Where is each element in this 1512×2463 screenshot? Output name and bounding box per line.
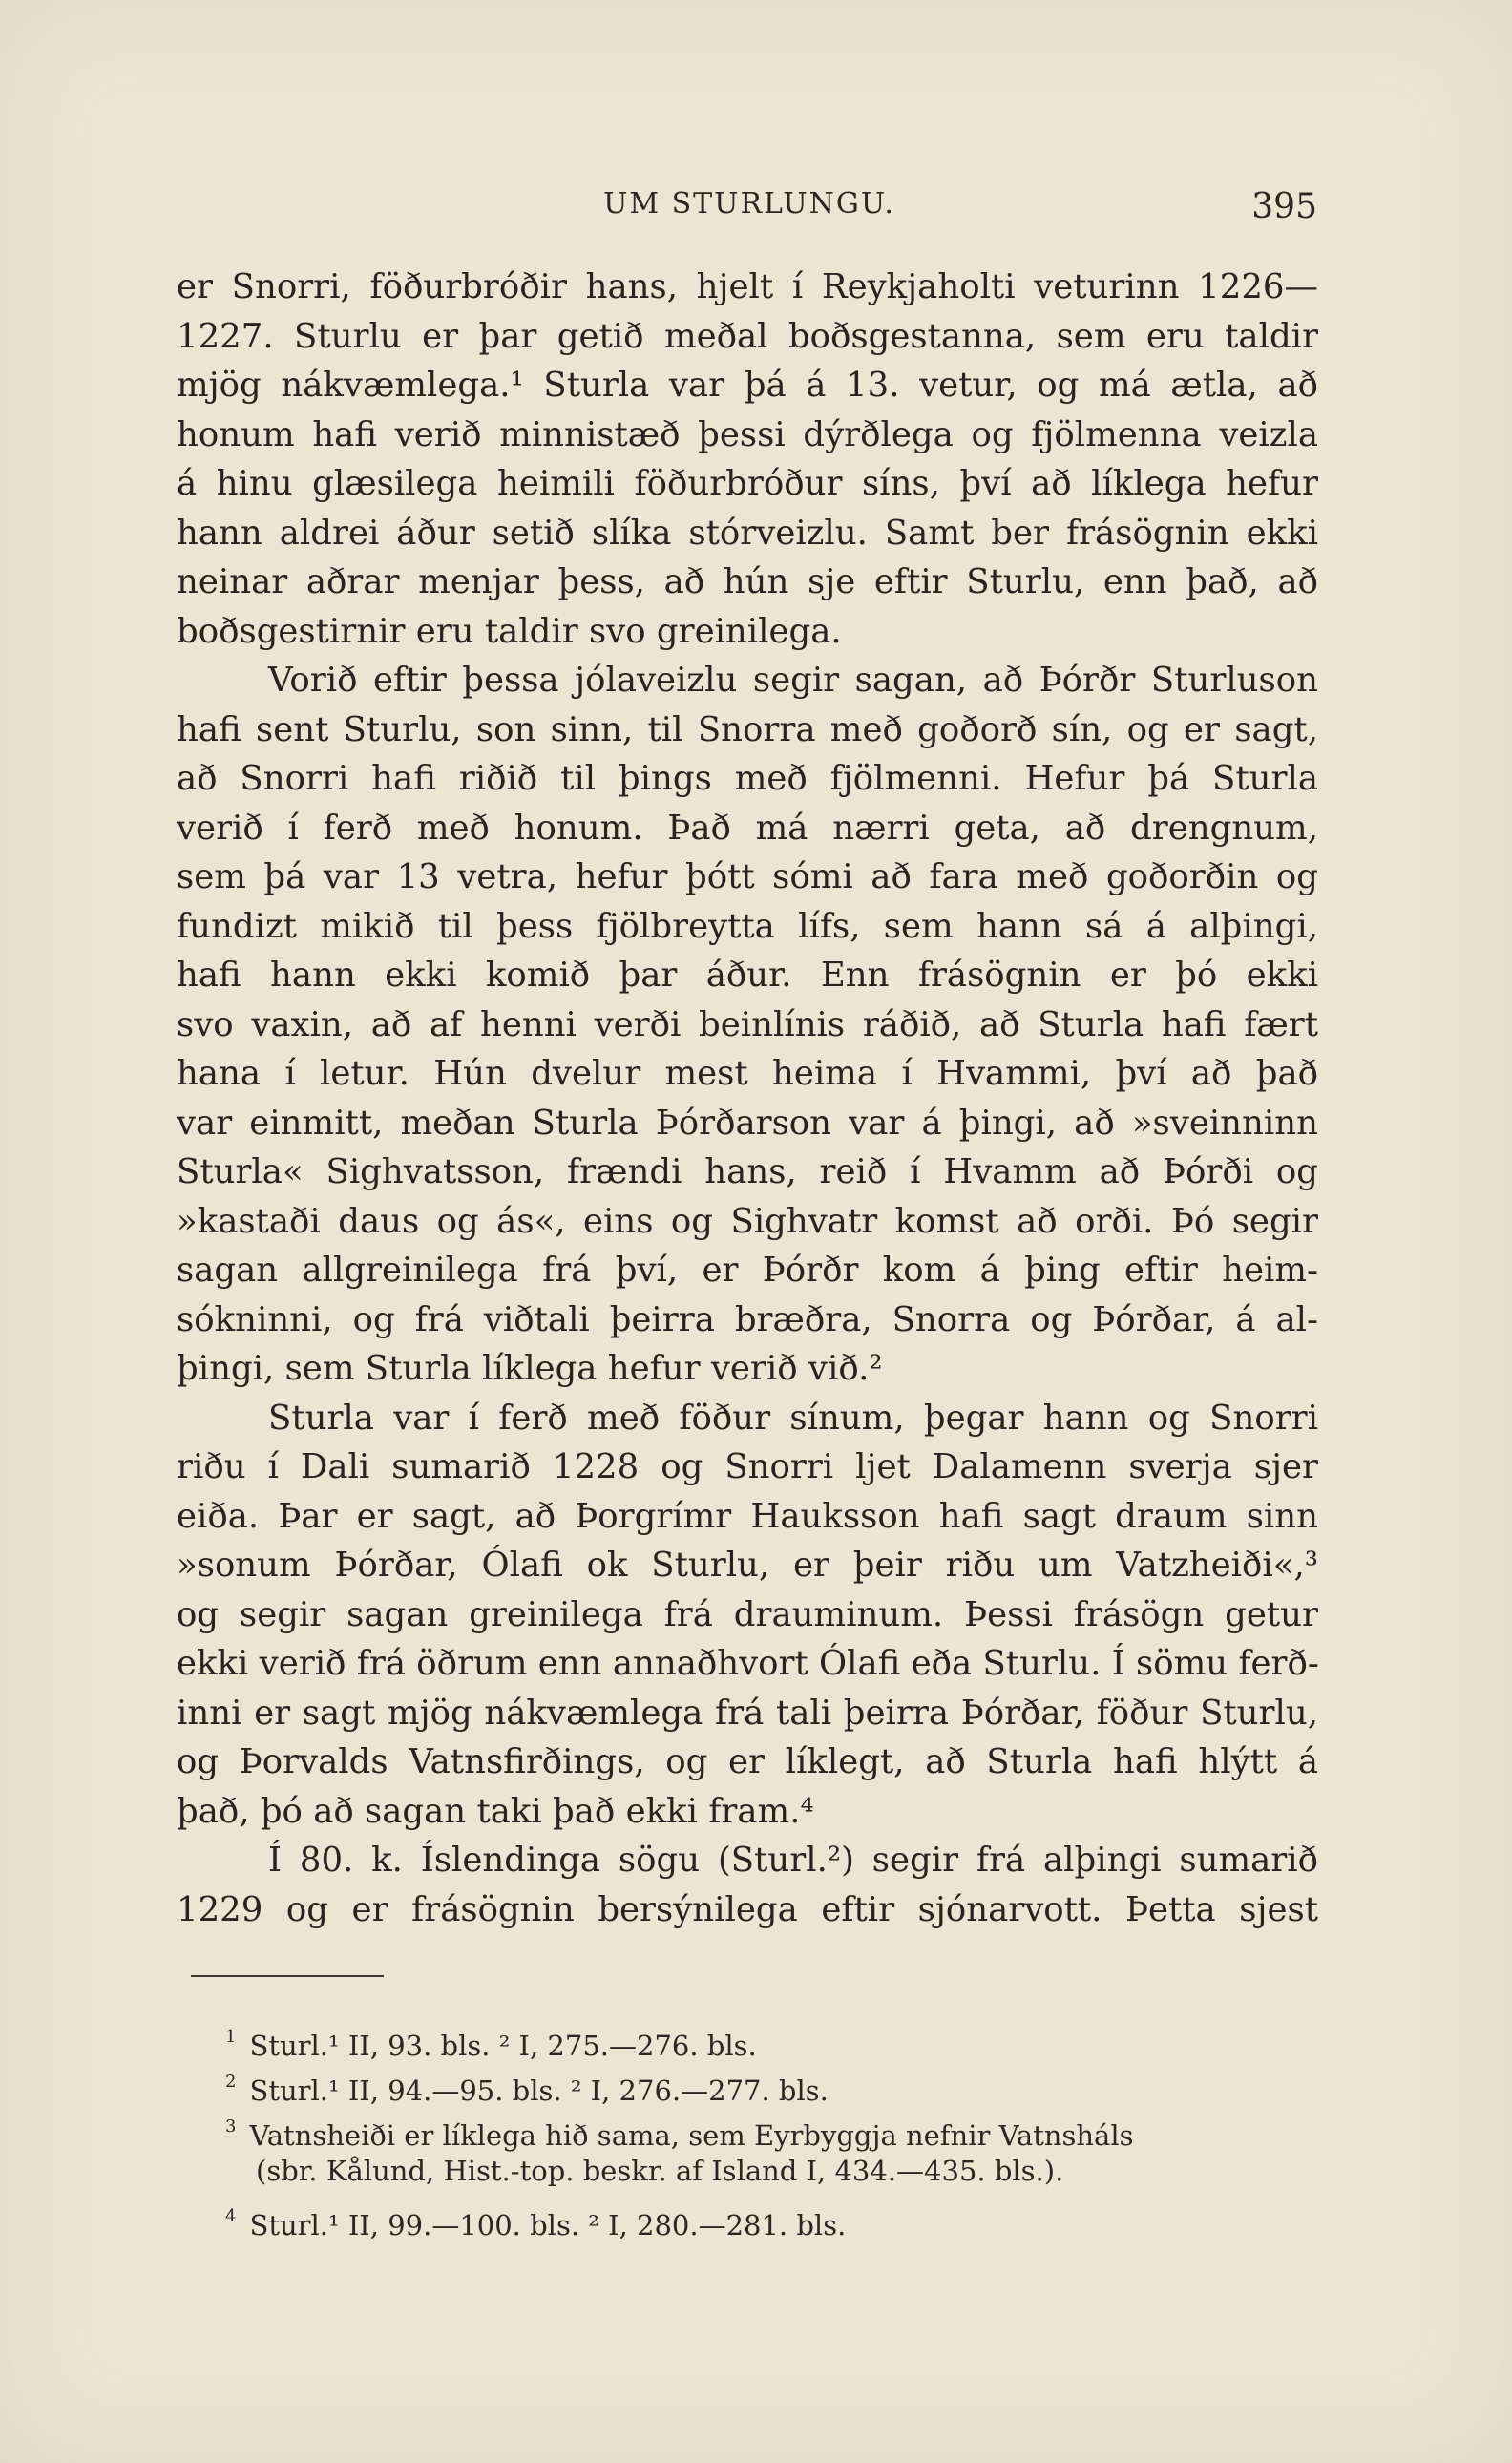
footnote-number: 3 bbox=[225, 2116, 237, 2137]
running-title: UM STURLUNGU. bbox=[603, 187, 895, 221]
text-line: verið í ferð með honum. Það má nærri geta, að drengnum, bbox=[177, 808, 1318, 848]
text-line: inni er sagt mjög nákvæmlega frá tali þeirra Þórðar, föður Sturlu, bbox=[177, 1693, 1318, 1733]
footnote bbox=[225, 2059, 1323, 2107]
text-line: 1229 og er frásögnin bersýnilega eftir sjónarvott. Þetta sjest bbox=[177, 1889, 1318, 1929]
text-line: að Snorri hafi riðið til þings með fjölmenni. Hefur þá Sturla bbox=[177, 759, 1318, 798]
page-header bbox=[181, 187, 1317, 235]
text-line: hana í letur. Hún dvelur mest heima í Hvammi, því að það bbox=[177, 1054, 1318, 1093]
text-line: ekki verið frá öðrum enn annaðhvort Ólafi eða Sturlu. Í sömu ferð- bbox=[177, 1644, 1319, 1683]
text-line: neinar aðrar menjar þess, að hún sje eftir Sturlu, enn það, að bbox=[177, 562, 1318, 601]
footnote bbox=[225, 2104, 1323, 2152]
text-line: þingi, sem Sturla líklega hefur verið við.² bbox=[177, 1349, 883, 1388]
text-line: riðu í Dali sumarið 1228 og Snorri ljet Dalamenn sverja sjer bbox=[177, 1447, 1318, 1486]
text-line: mjög nákvæmlega.¹ Sturla var þá á 13. vetur, og má ætla, að bbox=[177, 366, 1318, 405]
text-line: Sturla« Sighvatsson, frændi hans, reið í Hvamm að Þórði og bbox=[177, 1152, 1318, 1191]
footnote-text: Sturl.¹ II, 93. bls. ² I, 275.—276. bls. bbox=[249, 2030, 757, 2062]
text-line: sókninni, og frá viðtali þeirra bræðra, Snorra og Þórðar, á al- bbox=[177, 1299, 1318, 1339]
text-line: sem þá var 13 vetra, hefur þótt sómi að fara með goðorðin og bbox=[177, 857, 1318, 896]
text-line: sagan allgreinilega frá því, er Þórðr kom á þing eftir heim- bbox=[177, 1251, 1318, 1290]
footnote bbox=[225, 2194, 1323, 2242]
footnote bbox=[225, 2014, 1323, 2062]
text-line: hann aldrei áður setið slíka stórveizlu. Samt ber frásögnin ekki bbox=[177, 513, 1318, 553]
text-line: á hinu glæsilega heimili föðurbróður síns, því að líklega hefur bbox=[177, 464, 1318, 503]
text-line: Vorið eftir þessa jólaveizlu segir sagan, að Þórðr Sturluson bbox=[268, 661, 1318, 700]
text-line: var einmitt, meðan Sturla Þórðarson var á þingi, að »sveinninn bbox=[177, 1103, 1318, 1143]
text-line: og segir sagan greinilega frá drauminum. Þessi frásögn getur bbox=[177, 1594, 1318, 1634]
text-line: hafi hann ekki komið þar áður. Enn frásögnin er þó ekki bbox=[177, 956, 1318, 995]
text-line: boðsgestirnir eru taldir svo greinilega. bbox=[177, 611, 842, 651]
footnote-number: 1 bbox=[225, 2027, 237, 2047]
text-line: Sturla var í ferð með föður sínum, þegar hann og Snorri bbox=[268, 1398, 1318, 1438]
text-line: eiða. Þar er sagt, að Þorgrímr Hauksson hafi sagt draum sinn bbox=[177, 1496, 1318, 1536]
text-line: »kastaði daus og ás«, eins og Sighvatr komst að orði. Þó segir bbox=[177, 1201, 1318, 1241]
footnotes bbox=[225, 2014, 1323, 2242]
footnote-text: (sbr. Kålund, Hist.-top. beskr. af Island I, 434.—435. bls.). bbox=[256, 2155, 1064, 2187]
text-line: er Snorri, föðurbróðir hans, hjelt í Reykjaholti veturinn 1226— bbox=[177, 267, 1318, 306]
page-number: 395 bbox=[1251, 187, 1317, 226]
text-line: »sonum Þórðar, Ólafi ok Sturlu, er þeir riðu um Vatzheiði«,³ bbox=[177, 1546, 1318, 1585]
footnote-text: Vatnsheiði er líklega hið sama, sem Eyrbyggja nefnir Vatnsháls bbox=[249, 2119, 1134, 2152]
footnote-continuation bbox=[225, 2149, 1323, 2194]
text-line: hafi sent Sturlu, son sinn, til Snorra með goðorð sín, og er sagt, bbox=[177, 709, 1318, 749]
footnote-divider bbox=[191, 1975, 384, 1977]
footnote-text: Sturl.¹ II, 94.—95. bls. ² I, 276.—277. bls. bbox=[249, 2074, 829, 2107]
footnote-number: 4 bbox=[225, 2206, 237, 2226]
text-line: 1227. Sturlu er þar getið meðal boðsgestanna, sem eru taldir bbox=[177, 316, 1318, 356]
footnote-number: 2 bbox=[225, 2072, 237, 2092]
text-line: honum hafi verið minnistæð þessi dýrðlega og fjölmenna veizla bbox=[177, 414, 1318, 454]
text-line: og Þorvalds Vatnsfirðings, og er líklegt, að Sturla hafi hlýtt á bbox=[177, 1742, 1318, 1781]
text-line: fundizt mikið til þess fjölbreytta lífs, sem hann sá á alþingi, bbox=[177, 906, 1318, 946]
footnote-text: Sturl.¹ II, 99.—100. bls. ² I, 280.—281. bls. bbox=[249, 2209, 847, 2242]
text-line: það, þó að sagan taki það ekki fram.⁴ bbox=[177, 1791, 814, 1831]
text-line: Í 80. k. Íslendinga sögu (Sturl.²) segir frá alþingi sumarið bbox=[268, 1841, 1318, 1880]
text-line: svo vaxin, að af henni verði beinlínis ráðið, að Sturla hafi fært bbox=[177, 1004, 1318, 1044]
main-text bbox=[177, 263, 1318, 1934]
